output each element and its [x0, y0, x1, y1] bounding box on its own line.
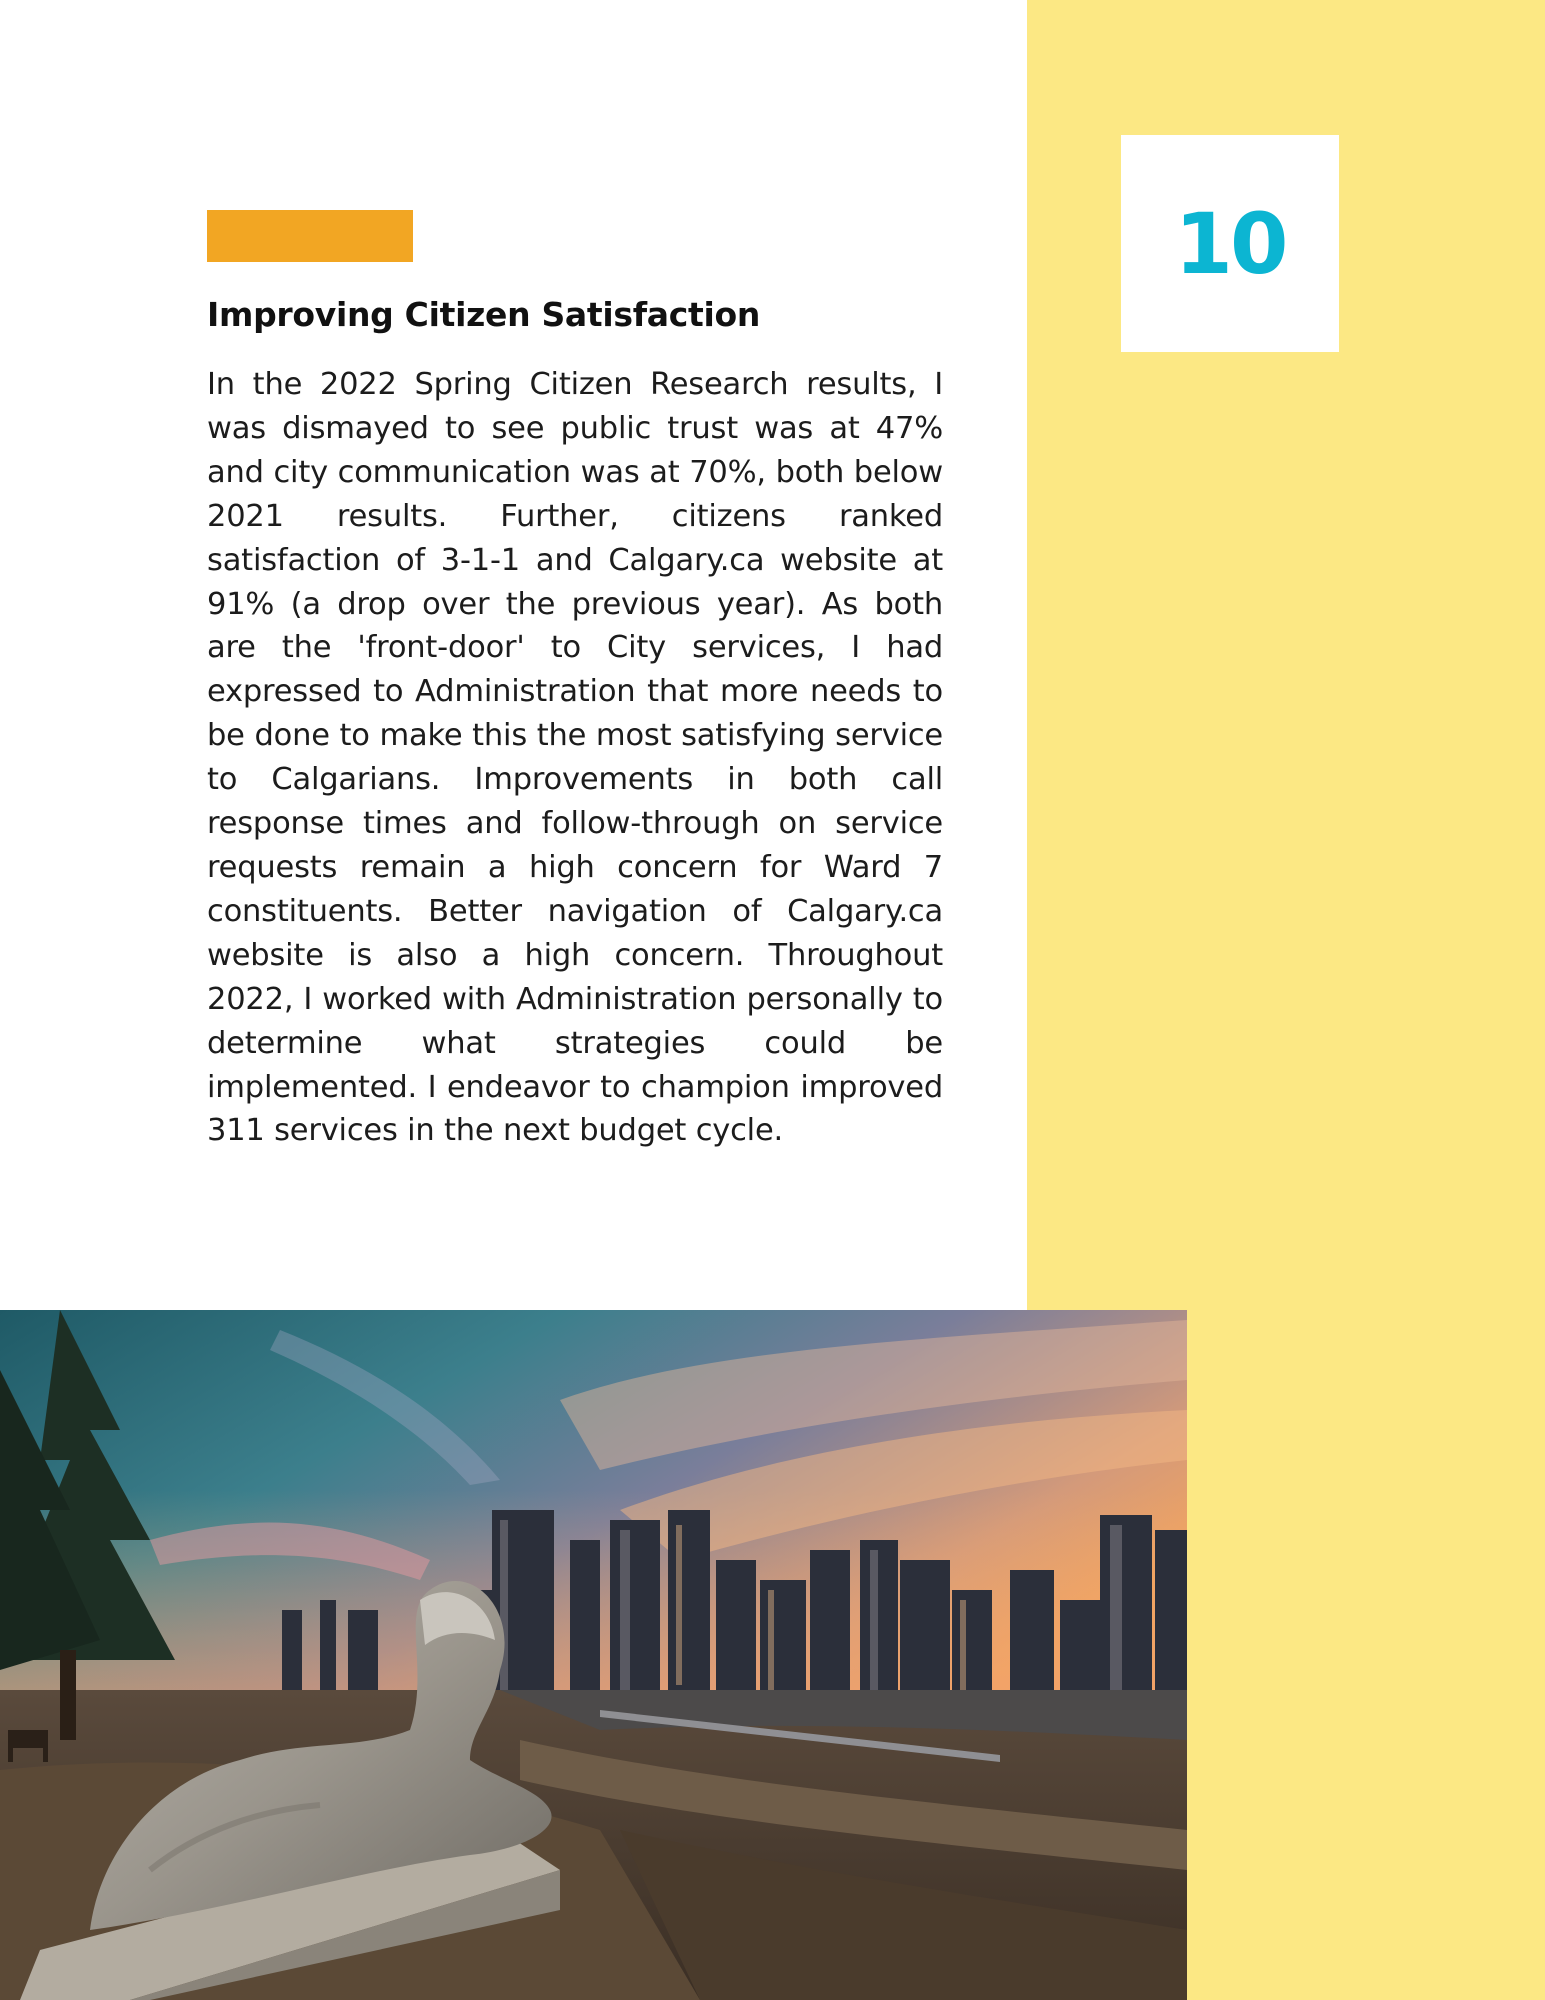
city-skyline-photo [0, 1310, 1187, 2000]
accent-bar [207, 210, 413, 262]
section-title: Improving Citizen Satisfaction [207, 295, 761, 334]
page-number-box [1121, 135, 1339, 352]
page-number: 10 [1174, 194, 1286, 293]
section-body-text: In the 2022 Spring Citizen Research results, I was dismayed to see public trust was at 47% and city communication was at 70%, both below 2021 results. Further, citizens ranked satisfaction of 3-1-1 and Calgary.ca website at 91% (a drop over the previous year). As both are the 'front-door' to City services, I had expressed to Administration that more needs to be done to make this the most satisfying service to Calgarians. Improvements in both call response times and follow-through on service requests remain a high concern for Ward 7 constituents. Better navigation of Calgary.ca website is also a high concern. Throughout 2022, I worked with Administration personally to determine what strategies could be implemented. I endeavor to champion improved 311 services in the next budget cycle. [207, 367, 943, 1149]
